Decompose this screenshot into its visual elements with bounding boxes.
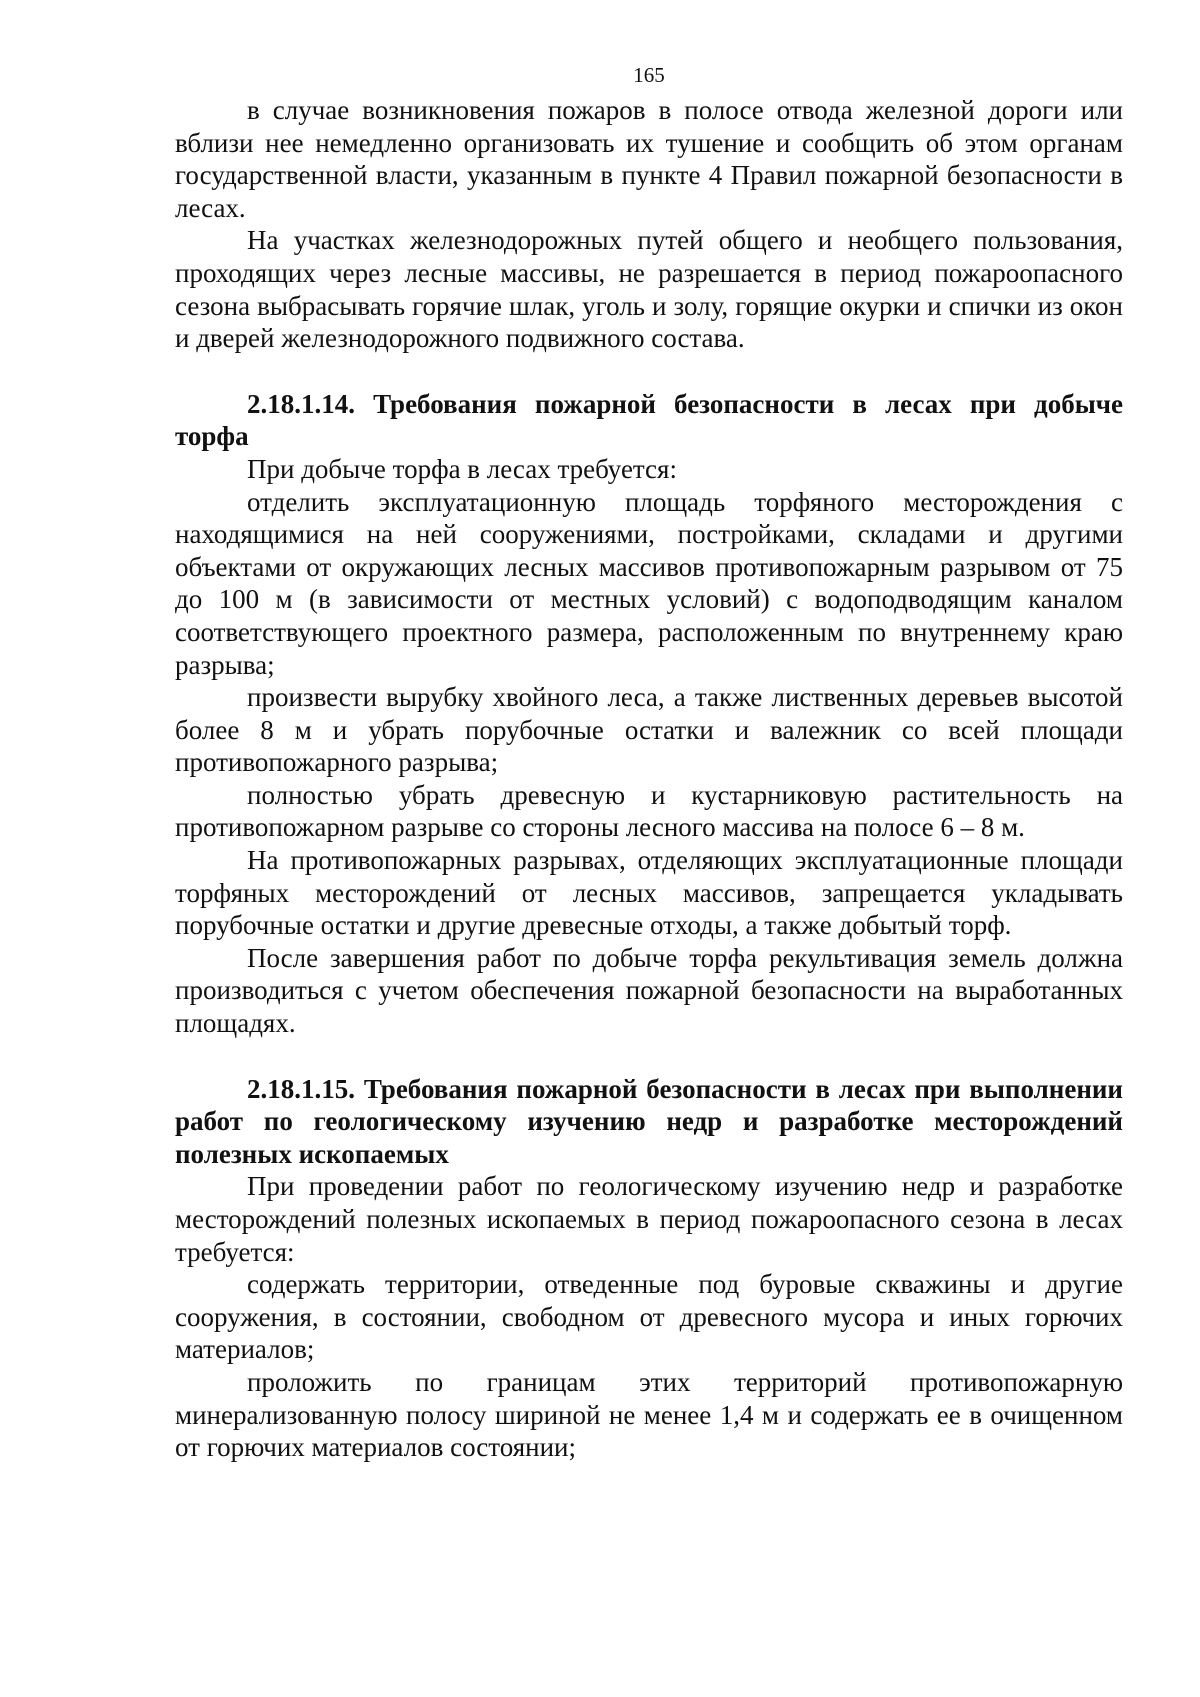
- section-heading-geology: 2.18.1.15. Требования пожарной безопасности в лесах при выполнении работ по геологическому изучению недр и разработке месторождений полезных ископаемых: [175, 1073, 1123, 1169]
- paragraph-peat-recultivation: После завершения работ по добыче торфа рекультивация земель должна производиться с учетом обеспечения пожарной безопасности на выработанных площадях.: [175, 942, 1123, 1039]
- document-page: [175, 62, 1123, 1464]
- paragraph-peat-prohibition: На противопожарных разрывах, отделяющих эксплуатационные площади торфяных месторождений от лесных массивов, запрещается укладывать порубочные остатки и другие древесные отходы, а также добытый торф.: [175, 845, 1123, 941]
- paragraph-railway-fire: в случае возникновения пожаров в полосе отвода железной дороги или вблизи нее немедленно организовать их тушение и сообщить об этом органам государственной власти, указанным в пункте 4 Правил пожарной безопасности в лесах.: [175, 95, 1123, 223]
- section-heading-peat: 2.18.1.14. Требования пожарной безопасности в лесах при добыче торфа: [175, 388, 1123, 452]
- section-gap: [175, 355, 1123, 388]
- paragraph-geology-strip: проложить по границам этих территорий противопожарную минерализованную полосу шириной не менее 1,4 м и содержать ее в очищенном от горючих материалов состоянии;: [175, 1366, 1123, 1463]
- paragraph-peat-cutting: произвести вырубку хвойного леса, а также лиственных деревьев высотой более 8 м и убрать порубочные остатки и валежник со всей площади противопожарного разрыва;: [175, 682, 1123, 778]
- page-number: 165: [633, 63, 665, 87]
- paragraph-peat-intro: При добыче торфа в лесах требуется:: [247, 453, 677, 484]
- paragraph-geology-territories: содержать территории, отведенные под буровые скважины и другие сооружения, в состоянии, свободном от древесного мусора и иных горючих материалов;: [175, 1269, 1123, 1365]
- section-gap: [175, 1040, 1123, 1073]
- paragraph-railway-prohibition: На участках железнодорожных путей общего и необщего пользования, проходящих через лесные массивы, не разрешается в период пожароопасного сезона выбрасывать горячие шлак, уголь и золу, горящие окурки и спички из окон и дверей железнодорожного подвижного состава.: [175, 225, 1123, 354]
- paragraph-peat-separate: отделить эксплуатационную площадь торфяного месторождения с находящимися на ней сооружениями, постройками, складами и другими объектами от окружающих лесных массивов противопожарным разрывом от 75 до 100 м (в зависимости от местных условий) с водоподводящим каналом соответствующего проектного размера, расположенным по внутреннему краю разрыва;: [175, 486, 1123, 680]
- paragraph-peat-clear: полностью убрать древесную и кустарниковую растительность на противопожарном разрыве со стороны лесного массива на полосе 6 – 8 м.: [175, 779, 1123, 843]
- paragraph-geology-intro: При проведении работ по геологическому изучению недр и разработке месторождений полезных ископаемых в период пожароопасного сезона в лесах требуется:: [175, 1171, 1123, 1267]
